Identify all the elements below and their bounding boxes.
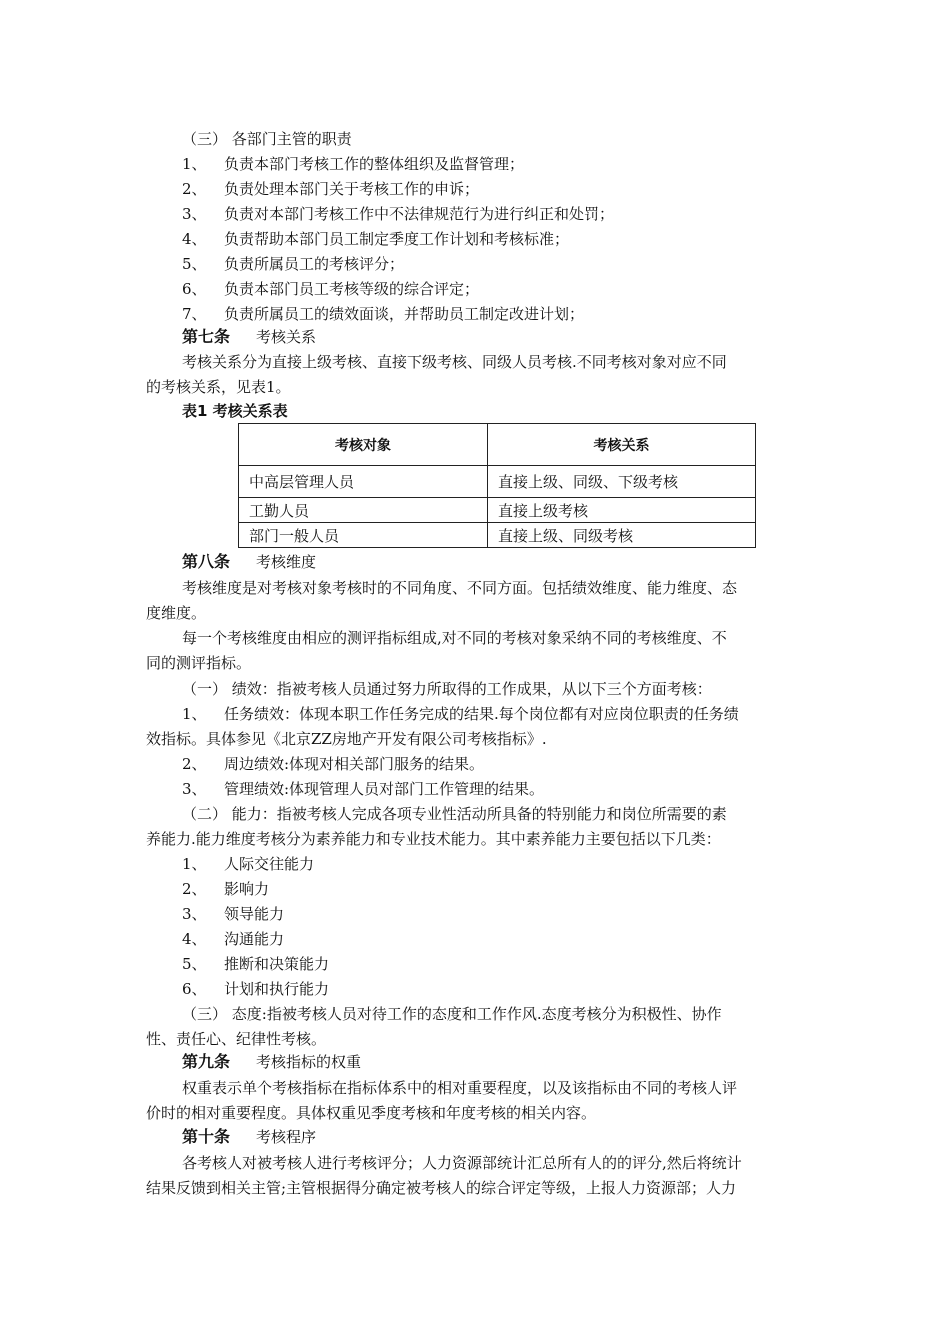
- list-item: 3、 管理绩效:体现管理人员对部门工作管理的结果。: [182, 780, 545, 798]
- relation-table: [238, 423, 756, 548]
- paragraph: 同的测评指标。: [146, 654, 252, 672]
- table-caption: 表1 考核关系表: [182, 402, 288, 420]
- table-row: [239, 498, 756, 523]
- subsection-performance: （一） 绩效：指被考核人员通过努力所取得的工作成果，从以下三个方面考核：: [182, 680, 712, 698]
- paragraph: 每一个考核维度由相应的测评指标组成,对不同的考核对象采纳不同的考核维度、不: [182, 629, 727, 647]
- list-item: 1、 人际交往能力: [182, 855, 315, 873]
- list-item: 3、 负责对本部门考核工作中不法律规范行为进行纠正和处罚；: [182, 205, 615, 223]
- list-item: 4、 沟通能力: [182, 930, 285, 948]
- paragraph: 考核维度是对考核对象考核时的不同角度、不同方面。包括绩效维度、能力维度、态: [182, 579, 738, 597]
- table-row: [239, 466, 756, 498]
- list-item: 3、 领导能力: [182, 905, 285, 923]
- table-cell: 部门一般人员: [239, 523, 488, 548]
- table-cell: 中高层管理人员: [239, 466, 488, 498]
- list-item: 5、 推断和决策能力: [182, 955, 330, 973]
- list-item: 5、 负责所属员工的考核评分；: [182, 255, 405, 273]
- list-item: 1、 负责本部门考核工作的整体组织及监督管理；: [182, 155, 525, 173]
- paragraph: 的考核关系，见表1。: [146, 378, 291, 396]
- table-row: [239, 523, 756, 548]
- article-9-heading: 第九条 考核指标的权重: [182, 1052, 362, 1071]
- list-item-continuation: 效指标。具体参见《北京ZZ房地产开发有限公司考核指标》.: [146, 730, 547, 748]
- list-item: 7、 负责所属员工的绩效面谈，并帮助员工制定改进计划；: [182, 305, 585, 323]
- paragraph: 权重表示单个考核指标在指标体系中的相对重要程度，以及该指标由不同的考核人评: [182, 1079, 738, 1097]
- table-cell: 工勤人员: [239, 498, 488, 523]
- table-cell: 直接上级、同级考核: [488, 523, 756, 548]
- paragraph: 考核关系分为直接上级考核、直接下级考核、同级人员考核.不同考核对象对应不同: [182, 353, 727, 371]
- paragraph: 价时的相对重要程度。具体权重见季度考核和年度考核的相关内容。: [146, 1104, 597, 1122]
- subsection-ability: （二） 能力：指被考核人完成各项专业性活动所具备的特别能力和岗位所需要的素: [182, 805, 727, 823]
- subsection-attitude: （三） 态度:指被考核人员对待工作的态度和工作作风.态度考核分为积极性、协作: [182, 1005, 722, 1023]
- list-item: 2、 周边绩效:体现对相关部门服务的结果。: [182, 755, 485, 773]
- paragraph: 性、责任心、纪律性考核。: [146, 1030, 327, 1048]
- table-header: 考核对象: [239, 424, 488, 466]
- table-cell: 直接上级考核: [488, 498, 756, 523]
- article-10-heading: 第十条 考核程序: [182, 1127, 317, 1146]
- list-item: 4、 负责帮助本部门员工制定季度工作计划和考核标准；: [182, 230, 570, 248]
- table-header: 考核关系: [488, 424, 756, 466]
- table-cell: 直接上级、同级、下级考核: [488, 466, 756, 498]
- paragraph: 结果反馈到相关主管;主管根据得分确定被考核人的综合评定等级，上报人力资源部；人力: [146, 1179, 737, 1197]
- article-7-heading: 第七条 考核关系: [182, 327, 317, 346]
- article-8-heading: 第八条 考核维度: [182, 552, 317, 571]
- section-heading: （三） 各部门主管的职责: [182, 130, 352, 148]
- paragraph: 各考核人对被考核人进行考核评分；人力资源部统计汇总所有人的的评分,然后将统计: [182, 1154, 742, 1172]
- list-item: 2、 负责处理本部门关于考核工作的申诉；: [182, 180, 480, 198]
- paragraph: 度维度。: [146, 604, 207, 622]
- list-item: 6、 负责本部门员工考核等级的综合评定；: [182, 280, 480, 298]
- list-item: 6、 计划和执行能力: [182, 980, 330, 998]
- paragraph: 养能力.能力维度考核分为素养能力和专业技术能力。其中素养能力主要包括以下几类：: [146, 830, 721, 848]
- list-item: 2、 影响力: [182, 880, 270, 898]
- list-item: 1、 任务绩效：体现本职工作任务完成的结果.每个岗位都有对应岗位职责的任务绩: [182, 705, 739, 723]
